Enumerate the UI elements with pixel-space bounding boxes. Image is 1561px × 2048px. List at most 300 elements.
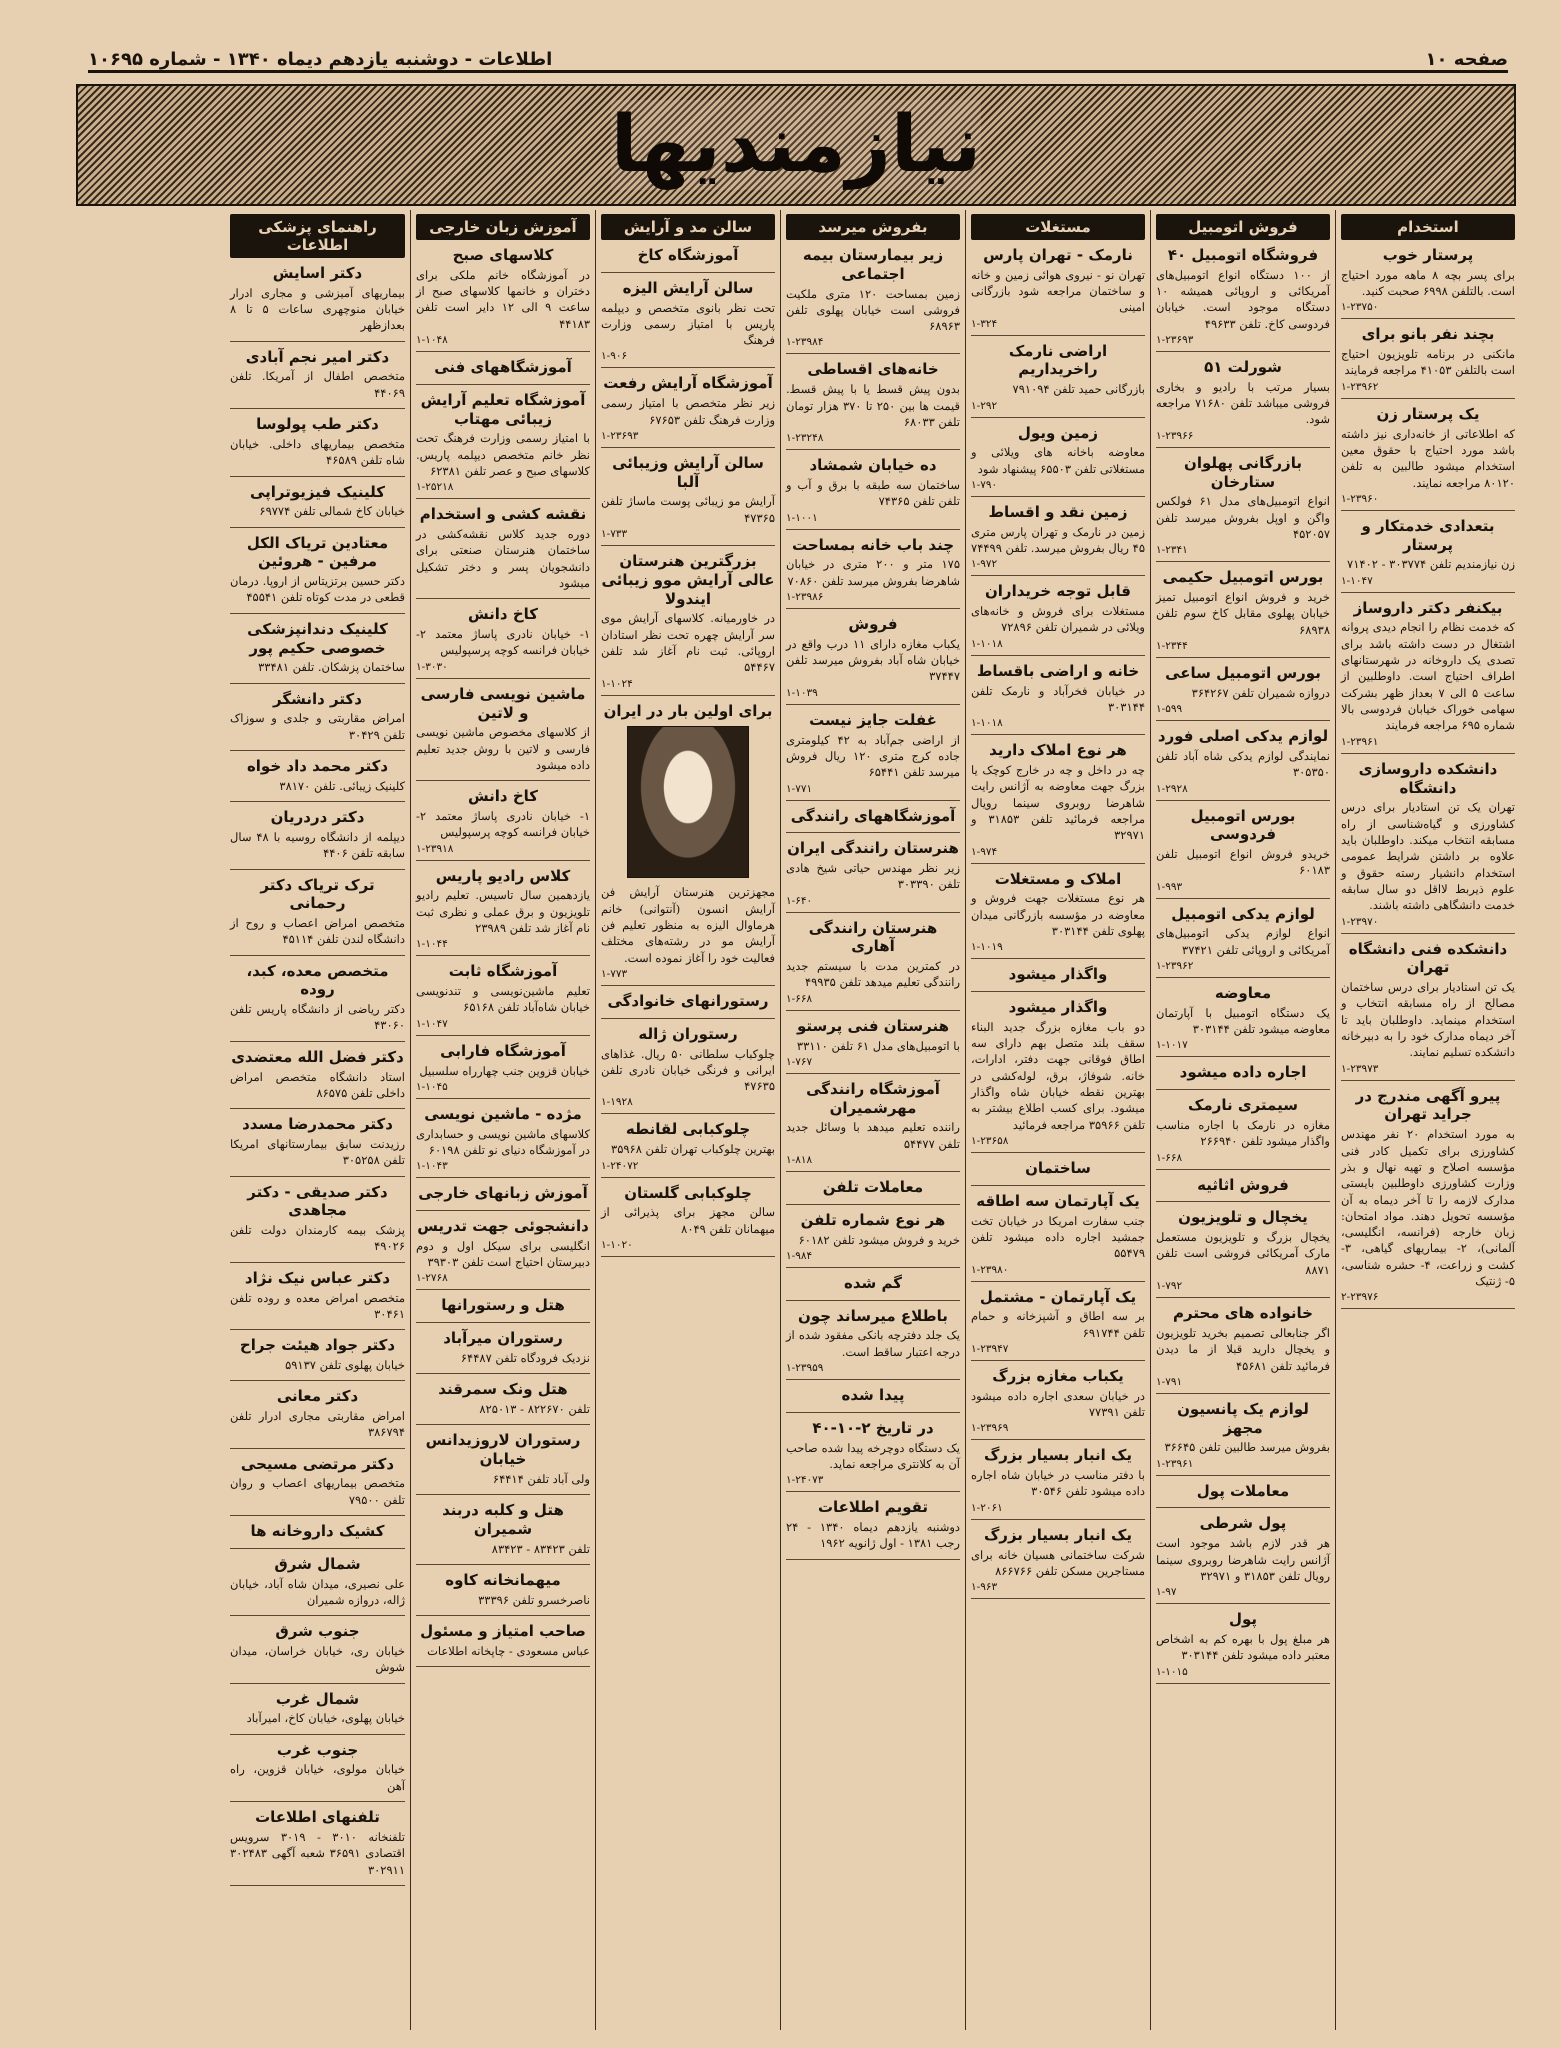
- ad-body: دو باب مغازه بزرگ جدید البناء سقف بلند متصل بهم دارای سه اطاق فوقانی جهت دفتر، ادارات، خانه. شوفاژ، برق، لوله‌کشی در بهترین نقطه خیابان شاه واگذار میشود. برای کسب اطلاع بیشتر به تلفن ۳۵۹۶۶ مراجعه فرمائید: [971, 1019, 1145, 1132]
- ad-body: تهران یک تن استادیار برای درس کشاورزی و گیاه‌شناسی از راه مسابقه انتخاب میکند. داوطلبان باید علاوه بر داشتن شرایط عمومی استخدام دانشیار رسته حقوق و علوم ذیربط لااقل دو سال سابقه خدمت دانشگاهی داشته باشند.: [1341, 800, 1515, 913]
- ad-ref-number: ۱-۲۷۶۸: [416, 1272, 448, 1285]
- ad-title: شورلت ۵۱: [1204, 358, 1282, 377]
- ad-ref-number: ۱-۱۰۱۷: [1156, 1039, 1188, 1052]
- classified-ad: [786, 1386, 960, 1413]
- ad-body: خیابان کاخ شمالی تلفن ۶۹۷۷۴: [259, 504, 405, 519]
- masthead-banner: [76, 84, 1516, 206]
- ad-ref-number: ۱-۱۰۱۹: [971, 941, 1003, 954]
- ad-title: ساختمان: [1025, 1159, 1091, 1178]
- ad-ref-number: ۱-۵۹۹: [1156, 703, 1183, 716]
- ad-ref-number: ۱-۸۱۸: [786, 1154, 813, 1167]
- classified-ad: [786, 360, 960, 450]
- classified-ad: [971, 424, 1145, 497]
- ad-body: از کلاسهای مخصوص ماشین نویسی فارسی و لاتین با روش جدید تعلیم داده میشود: [416, 725, 590, 772]
- ad-ref-number: ۱-۷۶۷: [786, 1055, 813, 1068]
- ad-title: هنرستان فنی پرستو: [797, 1016, 949, 1035]
- ad-title: متخصص معده، کبد، روده: [246, 961, 389, 999]
- ad-body: با امتیاز رسمی وزارت فرهنگ تحت نظر خانم متخصص دیپلمه پاریس. کلاسهای صبح و عصر تلفن ۶۲۳۸۱: [416, 431, 590, 478]
- ad-ref-number: ۱-۱۰۴۷: [416, 1017, 448, 1030]
- ad-body: زیر نظر متخصص با امتیاز رسمی وزارت فرهنگ تلفن ۶۷۶۵۳: [601, 396, 775, 427]
- classified-ad: [416, 787, 590, 860]
- ad-body: متخصص بیماریهای داخلی. خیابان شاه تلفن ۴۶۵۸۹: [230, 436, 405, 468]
- ad-body: با دفتر مناسب در خیابان شاه اجاره داده میشود تلفن ۳۰۵۴۶: [971, 1468, 1145, 1499]
- ad-title: پول شرطی: [1199, 1514, 1287, 1533]
- ad-body: از ۱۰۰ دستگاه انواع اتومبیل‌های آمریکائی و اروپائی همیشه ۱۰ دستگاه موجود است. خیابان فردوسی کاخ. تلفن ۴۹۶۳۳: [1156, 267, 1330, 331]
- ad-title: یک آپارتمان - مشتمل: [979, 1287, 1137, 1306]
- ad-title: پرستار خوب: [1382, 246, 1474, 264]
- issue-line: اطلاعات - دوشنبه یازدهم دیماه ۱۳۴۰ - شماره ۱۰۶۹۵: [88, 49, 553, 70]
- classified-ad: [601, 552, 775, 696]
- classified-ad: [601, 246, 775, 273]
- ad-ref-number: ۱-۲۳۹۱۸: [416, 842, 454, 855]
- column-6: [410, 210, 595, 2030]
- ad-title: یک پرستار زن: [1376, 404, 1480, 423]
- classified-ad: [230, 620, 405, 684]
- ad-body: متخصص اطفال از آمریکا. تلفن ۴۴۰۶۹: [230, 369, 405, 400]
- classified-ad: [786, 1211, 960, 1268]
- ad-ref-number: ۱-۲۳۴۴: [1156, 640, 1188, 653]
- ad-title: آموزش زبانهای خارجی: [418, 1184, 588, 1203]
- ad-body: در خیابان فخرآباد و نارمک تلفن ۳۰۳۱۴۴: [971, 683, 1145, 714]
- ad-ref-number: ۱-۹۷: [1156, 1586, 1177, 1599]
- classified-ad: [971, 246, 1145, 336]
- ad-body: خرید و فروش انواع اتومبیل تمیز خیابان پهلوی مقابل کاخ سوم تلفن ۶۸۹۳۸: [1156, 590, 1330, 637]
- ad-title: فروش اثاثیه: [1197, 1175, 1289, 1194]
- section-header: آموزش زبان خارجی: [416, 214, 590, 240]
- ad-body: عباس مسعودی - چاپخانه اطلاعات: [427, 1643, 590, 1658]
- ad-title: شمال غرب: [275, 1689, 360, 1708]
- classified-ad: [786, 807, 960, 834]
- classified-ad: [416, 1571, 590, 1616]
- ad-title: کاخ دانش: [467, 787, 539, 806]
- ad-title: لوازم یدکی اصلی فورد: [1157, 727, 1329, 746]
- ad-ref-number: ۱-۲۳۹۷۳: [1341, 1062, 1379, 1075]
- ad-title: دانشکده فنی دانشگاه تهران: [1348, 939, 1508, 977]
- classified-ad: [1341, 246, 1515, 319]
- classified-ad: [971, 1288, 1145, 1361]
- section-header: فروش اتومبیل: [1156, 214, 1330, 240]
- ad-body: راننده تعلیم میدهد با وسائل جدید تلفن ۵۴۴۷۷: [786, 1120, 960, 1151]
- ad-body: زیر نظر مهندس حیاتی شیخ هادی تلفن ۳۰۳۳۹۰: [786, 861, 960, 892]
- ad-title: یخچال و تلویزیون: [1178, 1208, 1308, 1227]
- ad-body: تهران نو - نیروی هوائی زمین و خانه و ساختمان مراجعه شود بازرگانی امینی: [971, 267, 1145, 315]
- classified-ad: [230, 1522, 405, 1549]
- ad-title: سالن آرایش الیزه: [622, 278, 754, 297]
- classified-ad: [416, 358, 590, 385]
- classified-ad: [786, 1080, 960, 1172]
- classified-ad: [1156, 454, 1330, 562]
- ad-body: که خدمت نظام را انجام دیدی پروانه اشتغال در دست داشته باشد برای تصدی یک داروخانه در شهرستانهای اطراف احتیاج است. داوطلبین از ساعت ۵ الی ۷ بعداز ظهر بشرکت سهامی خوراک خیابان فردوسی بالا شماره ۶۹۵ مراجعه فرمایند: [1341, 620, 1515, 733]
- ad-body: با اتومبیل‌های مدل ۶۱ تلفن ۳۳۱۱۰: [796, 1038, 960, 1053]
- classified-ad: [971, 998, 1145, 1153]
- ad-title: بازرگانی پهلوان ستارخان: [1184, 453, 1302, 491]
- ad-title: آموزشگاه تعلیم آرایش زیبائی مهتاب: [420, 390, 586, 428]
- ad-body: ۱- خیابان نادری پاساژ معتمد ۲- خیابان فرانسه کوچه پرسپولیس: [416, 627, 590, 658]
- classified-ad: [786, 615, 960, 705]
- ad-body: استاد دانشگاه متخصص امراض داخلی تلفن ۸۶۵۷۵: [230, 1069, 405, 1100]
- ad-title: خانواده های محترم: [1173, 1304, 1313, 1323]
- classified-ad: [230, 1455, 405, 1516]
- ad-ref-number: ۱-۳۰۳۰: [416, 660, 448, 673]
- ad-ref-number: ۱-۲۹۲: [971, 399, 998, 412]
- classified-ad: [1156, 1482, 1330, 1509]
- classified-ad: [416, 1380, 590, 1425]
- page-number: صفحه ۱۰: [1425, 49, 1508, 70]
- ad-body: دکتر حسین برتزیتاس از اروپا. درمان قطعی در مدت کوتاه تلفن ۴۵۵۴۱: [230, 574, 405, 605]
- classified-ad: [971, 503, 1145, 576]
- ad-title: کشیک داروخانه ها: [250, 1522, 385, 1541]
- ad-ref-number: ۱-۲۰۶۱: [971, 1501, 1003, 1514]
- classified-ad: [786, 1274, 960, 1301]
- ad-title: بزرگترین هنرستان عالی آرایش موو زیبائی ایندولا: [601, 552, 775, 608]
- ad-title: برای اولین بار در ایران: [603, 701, 773, 720]
- ad-body: مانکنی در برنامه تلویزیون احتیاج است بالتلفن ۴۱۰۵۳ مراجعه فرمایند: [1341, 347, 1515, 378]
- ad-title: سالن آرایش وزیبائی آلبا: [612, 453, 764, 491]
- ad-title: بورس اتومبیل حکیمی: [1162, 568, 1324, 587]
- classified-ad: [416, 246, 590, 352]
- ad-title: هنرستان رانندگی آهاری: [808, 918, 938, 956]
- ad-body: خیابان مولوی، خیابان قزوین، راه آهن: [230, 1762, 405, 1793]
- classified-ad: [416, 605, 590, 678]
- ad-body: ساختمان سه طبقه با برق و آب و تلفن تلفن ۷۴۳۶۵: [786, 477, 960, 509]
- classified-ad: [230, 264, 405, 342]
- ad-body: دروازه شمیران تلفن ۳۶۴۲۶۷: [1191, 685, 1330, 700]
- classified-ad: [416, 1296, 590, 1323]
- classified-columns: [40, 210, 1520, 2030]
- ad-title: آموزشگاه رانندگی مهرشمیران: [806, 1079, 940, 1117]
- classified-ad: [230, 415, 405, 476]
- ad-body: دکتر ریاضی از دانشگاه پاریس تلفن ۴۳۰۶۰: [230, 1002, 405, 1033]
- classified-ad: [230, 1115, 405, 1176]
- ad-body: تعلیم ماشین‌نویسی و تندنویسی خیابان شاه‌آباد تلفن ۶۵۱۶۸: [416, 984, 590, 1015]
- classified-ad: [786, 839, 960, 912]
- ad-body: کلینیک زیبائی. تلفن ۳۸۱۷۰: [279, 778, 405, 793]
- ad-ref-number: ۱-۲۳۶۵۸: [971, 1135, 1009, 1148]
- ad-title: چند باب خانه بمساحت: [791, 535, 955, 554]
- classified-ad: [971, 662, 1145, 735]
- classified-ad: [1341, 940, 1515, 1081]
- classified-ad: [786, 711, 960, 801]
- ad-body: یک دستگاه دوچرخه پیدا شده صاحب آن به کلانتری مراجعه نماید.: [786, 1440, 960, 1471]
- ad-title: دکتر عباس نیک نژاد: [244, 1268, 391, 1287]
- ad-body: دیپلمه از دانشگاه روسیه با ۴۸ سال سابقه تلفن ۴۴۰۶: [230, 829, 405, 861]
- ad-body: یک دستگاه اتومبیل با آپارتمان معاوضه میشود تلفن ۳۰۳۱۴۴: [1156, 1005, 1330, 1037]
- ad-title: بورس اتومبیل فردوسی: [1190, 806, 1296, 844]
- classified-ad: [416, 867, 590, 957]
- classified-ad: [1341, 1087, 1515, 1310]
- ad-ref-number: ۱-۹۸۴: [786, 1249, 813, 1262]
- section-header: استخدام: [1341, 214, 1515, 240]
- classified-ad: [416, 1217, 590, 1290]
- ad-title: صاحب امتیاز و مسئول: [420, 1622, 586, 1641]
- ad-ref-number: ۱-۹۶۳: [971, 1581, 998, 1594]
- ad-title: دکتر معانی: [276, 1387, 359, 1406]
- ad-body: نزدیک فرودگاه تلفن ۶۴۴۸۷: [460, 1350, 590, 1365]
- ad-ref-number: ۱-۶۴۰: [786, 894, 813, 907]
- ad-title: ماشین نویسی فارسی و لاتین: [420, 684, 586, 722]
- ad-body: هر قدر لازم باشد موجود است آژانس رایت شاهرضا روبروی سینما رویال تلفن ۳۱۸۵۳ و ۳۲۹۷۱: [1156, 1536, 1330, 1583]
- ad-body: آرایش مو زیبائی پوست ماساژ تلفن ۴۷۳۶۵: [601, 494, 775, 525]
- ad-title: رستوران لاروزیدانس خیابان: [425, 1431, 581, 1469]
- ad-body: دوره جدید کلاس نقشه‌کشی در ساختمان هنرستان صنعتی برای دانشجویان پسر و دختر تشکیل میشود: [416, 527, 590, 591]
- ad-ref-number: ۱-۱۰۰۱: [786, 511, 818, 524]
- ad-title: خانه‌های اقساطی: [807, 360, 939, 379]
- ad-title: زمین ویول: [1017, 423, 1099, 442]
- ad-ref-number: ۱-۷۳۳: [601, 528, 628, 541]
- classified-ad: [786, 1178, 960, 1205]
- classified-ad: [1341, 599, 1515, 754]
- ad-title: دکتر طب پولوسا: [256, 415, 379, 434]
- ad-title: آموزشگاههای فنی: [434, 358, 572, 377]
- ad-title: سیمتری نارمک: [1188, 1096, 1298, 1115]
- ad-body: مستغلات برای فروش و خانه‌های ویلائی در شمیران تلفن ۷۲۸۹۶: [971, 604, 1145, 635]
- ad-body: در کمترین مدت با سیستم جدید رانندگی تعلیم میدهد تلفن ۴۹۹۳۵: [786, 959, 960, 990]
- classified-ad: [1156, 246, 1330, 352]
- ad-body: یخچال بزرگ و تلویزیون مستعمل مارک آمریکائی فروشی است تلفن ۸۸۷۱: [1156, 1230, 1330, 1277]
- classified-ad: [971, 342, 1145, 418]
- ad-body: متخصص امراض اعصاب و روح از دانشگاه لندن تلفن ۴۵۱۱۴: [230, 916, 405, 947]
- classified-ad: [971, 965, 1145, 992]
- classified-ad: [601, 279, 775, 369]
- ad-ref-number: ۱-۱۰۴۴: [416, 938, 448, 951]
- ad-title: هر نوع املاک دارید: [989, 741, 1127, 760]
- ad-ref-number: ۱-۲۳۹۶۱: [1156, 1457, 1194, 1470]
- ad-ref-number: ۱-۲۳۹۸۴: [786, 336, 824, 349]
- ad-title: چلوکبابی گلستان: [624, 1183, 752, 1202]
- ad-ref-number: ۱-۱۰۲۴: [601, 677, 633, 690]
- ad-title: لوازم یدکی اتومبیل: [1171, 904, 1315, 923]
- classified-ad: [1156, 664, 1330, 721]
- ad-ref-number: ۱-۱۰۳۹: [786, 686, 818, 699]
- ad-title: تقویم اطلاعات: [817, 1498, 929, 1517]
- ad-body: هر نوع مستغلات جهت فروش و معاوضه در مؤسسه بازرگانی میدان پهلوی تلفن ۳۰۳۱۴۴: [971, 891, 1145, 938]
- ad-ref-number: ۱-۲۳۹۷۰: [1341, 915, 1379, 928]
- ad-title: کلینیک فیزیوتراپی: [249, 482, 386, 501]
- ad-title: معاملات تلفن: [822, 1178, 924, 1197]
- classified-ad: [230, 690, 405, 751]
- ad-body: یازدهمین سال تاسیس. تعلیم رادیو تلویزیون و برق عملی و نظری ثبت نام آغاز شد تلفن ۲۳۹۸۹: [416, 888, 590, 936]
- ad-body: خیابان پهلوی، خیابان کاخ، امیرآباد: [246, 1711, 405, 1726]
- classified-ad: [1156, 727, 1330, 800]
- classified-ad: [230, 1183, 405, 1263]
- ad-title: تلفنهای اطلاعات: [255, 1808, 380, 1827]
- ad-body: مجهزترین هنرستان آرایش فن آرایش انسون (آنتوانی) خانم هرماوال الیزه به منظور تعلیم فن آرایش مو در رشته‌های مختلف فعالیت خود را آغاز نموده است.: [601, 885, 775, 965]
- ad-ref-number: ۲-۲۳۹۷۶: [1341, 1291, 1379, 1304]
- ad-title: یک آپارتمان سه اطاقه: [976, 1191, 1140, 1210]
- classified-ad: [1156, 1208, 1330, 1298]
- ad-body: که اطلاعاتی از خانه‌داری نیز داشته باشد مورد احتیاج با حقوق معین استخدام میشود طالبین به تلفن ۸۰۱۲۰ مراجعه نمایند.: [1341, 426, 1515, 490]
- ad-ref-number: ۱-۲۳۹۶۲: [1156, 960, 1194, 973]
- ad-body: زن نیازمندیم تلفن ۳۰۳۷۷۴ - ۷۱۴۰۲: [1347, 557, 1515, 572]
- column-7: [225, 210, 410, 2030]
- ad-title: دکتر اسایش: [272, 264, 363, 282]
- ad-ref-number: ۱-۷۷۱: [786, 782, 813, 795]
- classified-ad: [230, 1048, 405, 1109]
- ad-ref-number: ۱-۲۴۰۷۳: [786, 1474, 824, 1487]
- ad-body: سالن مجهز برای پذیرائی از میهمانان تلفن ۸۰۴۹: [601, 1205, 775, 1236]
- ad-body: ۱۷۵ متر و ۲۰۰ متری در خیابان شاهرضا بفروش میرسد تلفن ۷۰۸۶۰: [786, 557, 960, 588]
- ad-body: به مورد استخدام ۲۰ نفر مهندس کشاورزی برای تکمیل کادر فنی مؤسسه اصلاح و تهیه نهال و بذر وزارت کشاورزی داوطلبین بایستی مدارک لازمه را تا آخر دیماه به آن مؤسسه تحویل دهند. مواد امتحان: زبان خارجه (فرانسه، انگلیسی، آلمانی)، ۲- بیماریهای گیاهی، ۳- کشت و زراعت، ۴- حشره شناسی، ۵- ژنتیک: [1341, 1127, 1516, 1289]
- column-4: [780, 210, 965, 2030]
- ad-title: جنوب غرب: [276, 1740, 359, 1759]
- ad-body: خیابان پهلوی تلفن ۵۹۱۳۷: [285, 1357, 405, 1372]
- ad-body: ساختمان پزشکان. تلفن ۳۳۴۸۱: [258, 660, 405, 675]
- classified-ad: [230, 1336, 405, 1381]
- section-header: مستغلات: [971, 214, 1145, 240]
- classified-ad: [416, 1105, 590, 1178]
- ad-title: پیدا شده: [841, 1386, 905, 1405]
- classified-ad: [971, 1446, 1145, 1519]
- ad-title: مژده - ماشین نویسی: [424, 1104, 582, 1123]
- ad-ref-number: ۱-۱۰۱۸: [971, 637, 1003, 650]
- ad-body: بسیار مرتب با رادیو و بخاری فروشی میباشد تلفن ۷۱۶۸۰ مراجعه شود.: [1156, 379, 1330, 427]
- ad-title: یکباب مغازه بزرگ: [992, 1367, 1124, 1385]
- classified-ad: [230, 876, 405, 956]
- ad-body: یکباب مغازه دارای ۱۱ درب واقع در خیابان شاه آباد بفروش میرسد تلفن ۳۷۴۴۷: [786, 636, 960, 684]
- ad-body: بر سه اطاق و آشپزخانه و حمام تلفن ۶۹۱۷۴۴: [971, 1309, 1145, 1340]
- classified-ad: [230, 1387, 405, 1448]
- classified-ad: [1341, 325, 1515, 398]
- ad-body: بازرگانی حمید تلفن ۷۹۱۰۹۴: [1012, 382, 1145, 397]
- classified-ad: [786, 1498, 960, 1559]
- ad-title: آموزشگاه آرایش رفعت: [603, 374, 773, 393]
- classified-ad: [230, 483, 405, 528]
- ad-body: رزیدنت سابق بیمارستانهای امریکا تلفن ۳۰۵۲۵۸: [230, 1136, 405, 1168]
- classified-ad: [786, 536, 960, 609]
- ad-title: معاملات پول: [1196, 1481, 1290, 1500]
- ad-ref-number: ۱-۲۳۹۴۷: [971, 1343, 1009, 1355]
- ad-body: بفروش میرسد طالبین تلفن ۳۶۶۴۵: [1164, 1440, 1330, 1455]
- ad-title: دانشکده داروسازی دانشگاه: [1358, 759, 1498, 797]
- classified-ad: [230, 1622, 405, 1683]
- ad-body: متخصص بیماریهای اعصاب و روان تلفن ۷۹۵۰۰: [230, 1476, 405, 1507]
- ad-ref-number: ۱-۲۳۲۴۸: [786, 432, 824, 445]
- classified-ad: [786, 246, 960, 354]
- ad-body: تحت نظر بانوی متخصص و دیپلمه پاریس با امتیاز رسمی وزارت فرهنگ: [601, 300, 775, 348]
- ad-title: بیکنفر دکتر داروساز: [1353, 598, 1503, 617]
- classified-ad: [416, 1501, 590, 1565]
- ad-title: رستورانهای خانوادگی: [607, 992, 769, 1010]
- classified-ad: [1341, 760, 1515, 934]
- classified-ad: [416, 1329, 590, 1374]
- ad-body: تلفنخانه ۳۰۱۰ - ۳۰۱۹ سرویس اقتصادی ۳۶۵۹۱ شعبه آگهی ۳۰۲۴۸۳ ۳۰۲۹۱۱: [230, 1829, 406, 1877]
- ad-body: امراض مقاربتی مجاری ادرار تلفن ۳۸۶۷۹۴: [230, 1409, 405, 1440]
- ad-title: خانه و اراضی باقساط: [976, 661, 1140, 680]
- classified-ad: [601, 992, 775, 1019]
- classified-ad: [1156, 1063, 1330, 1090]
- classified-ad: [230, 1741, 405, 1802]
- ad-ref-number: ۱-۹۹۳: [1156, 880, 1183, 893]
- ad-title: پول: [1228, 1610, 1258, 1629]
- ad-title: یک انبار بسیار بزرگ: [983, 1525, 1133, 1544]
- ad-body: در خاورمیانه. کلاسهای آرایش موی سر آرایش چهره تحت نظر استادان اروپائی. ثبت نام آغاز شد تلفن ۵۴۴۶۷: [601, 611, 775, 675]
- ad-title: هتل و کلبه دربند شمیران: [442, 1501, 564, 1538]
- ad-title: دکتر جواد هیئت جراح: [239, 1336, 396, 1355]
- ad-title: زیر بیمارستان بیمه اجتماعی: [802, 246, 944, 283]
- ad-ref-number: ۱-۱۹۲۸: [601, 1096, 633, 1109]
- ad-title: نارمک - تهران پارس: [983, 246, 1133, 264]
- ad-title: کلاس رادیو پاریس: [435, 866, 571, 885]
- ad-title: لوازم یک پانسیون مجهز: [1177, 1399, 1309, 1437]
- ad-ref-number: ۱-۷۹۱: [1156, 1375, 1183, 1388]
- classified-ad: [230, 534, 405, 614]
- ad-title: واگذار میشود: [1008, 965, 1108, 984]
- ad-title: بتعدادی خدمتکار و پرستار: [1361, 516, 1495, 554]
- ad-ref-number: ۱-۲۳۹۸۶: [786, 591, 824, 604]
- ad-ref-number: ۱-۱۰۱۵: [1156, 1665, 1188, 1678]
- classified-ad: [230, 962, 405, 1042]
- ad-body: بیماریهای آمیزشی و مجاری ادرار خیابان منوچهری ساعات ۵ تا ۸ بعدازظهر: [230, 285, 406, 333]
- ad-ref-number: ۱-۱۰۲۰: [601, 1238, 633, 1251]
- ad-title: ترک تریاک دکتر رحمانی: [260, 875, 375, 913]
- ad-title: دکتر امیر نجم آبادی: [245, 347, 390, 366]
- ad-title: هر نوع شماره تلفن: [800, 1210, 946, 1229]
- ad-title: کلاسهای صبح: [452, 246, 554, 264]
- classified-ad: [1156, 905, 1330, 978]
- ad-ref-number: ۱-۲۳۹۶۲: [1341, 380, 1379, 393]
- classified-ad: [230, 1690, 405, 1735]
- classified-ad: [601, 1120, 775, 1177]
- classified-ad: [786, 1307, 960, 1380]
- ad-title: دکتر صدیقی - دکتر مجاهدی: [247, 1182, 388, 1220]
- ad-title: گم شده: [844, 1273, 902, 1292]
- ad-title: دکتر دانشگر: [273, 689, 362, 708]
- classified-ad: [1156, 1304, 1330, 1394]
- ad-ref-number: ۱-۲۳۹۶۰: [1341, 492, 1379, 505]
- ad-body: متخصص امراض معده و روده تلفن ۳۰۴۶۱: [230, 1290, 405, 1321]
- ad-body: زمین بمساحت ۱۲۰ متری ملکیت فروشی است خیابان پهلوی تلفن ۶۸۹۶۳: [786, 286, 961, 334]
- ad-title: یک انبار بسیار بزرگ: [983, 1446, 1133, 1465]
- classified-ad: [786, 1419, 960, 1492]
- ad-title: دکتر فضل الله معتضدی: [231, 1047, 404, 1066]
- classified-ad: [601, 374, 775, 447]
- ad-title: فروشگاه اتومبیل ۴۰: [1167, 246, 1319, 264]
- ad-body: شرکت ساختمانی هسیان خانه برای مستاجرین مسکن تلفن ۸۶۶۷۶۶: [971, 1547, 1145, 1578]
- classified-ad: [416, 505, 590, 599]
- ad-title: باطلاع میرساند چون: [798, 1306, 948, 1325]
- ad-body: معاوضه باخانه های ویلائی و مستغلاتی تلفن ۶۵۵۰۳ پیشنهاد شود: [971, 445, 1145, 476]
- page-header-line: [88, 36, 1508, 73]
- ad-title: آموزشگاه فارابی: [440, 1041, 566, 1060]
- classified-ad: [1341, 405, 1515, 511]
- ad-ref-number: ۱-۷۹۲: [1156, 1280, 1183, 1293]
- ad-title: میهمانخانه کاوه: [445, 1571, 561, 1589]
- classified-ad: [1156, 1096, 1330, 1169]
- ad-title: رستوران ژاله: [638, 1024, 738, 1043]
- ad-ref-number: ۱-۲۳۷۵۰: [1341, 301, 1379, 314]
- ad-title: املاک و مستغلات: [994, 869, 1122, 888]
- section-header: راهنمای پزشکی اطلاعات: [230, 214, 405, 258]
- ad-title: معتادین تریاک الکل مرفین - هروئین: [246, 533, 389, 571]
- classified-ad: [1156, 1176, 1330, 1203]
- column-3: [965, 210, 1150, 2030]
- ad-body: چلوکباب سلطانی ۵۰ ریال. غذاهای ایرانی و فرنگی خیابان نادری تلفن ۴۷۶۳۵: [601, 1046, 775, 1094]
- ad-ref-number: ۱-۳۲۴: [971, 317, 998, 330]
- ad-body: زمین در نارمک و تهران پارس متری ۴۵ ریال بفروش میرسد. تلفن ۷۴۴۹۹: [971, 524, 1145, 556]
- masthead-title: نیازمندیها: [610, 100, 982, 190]
- ad-title: اراضی نارمک راخریداریم: [1008, 341, 1108, 379]
- ad-ref-number: ۱-۹۷۴: [971, 845, 998, 858]
- ad-title: دکتر دردریان: [270, 808, 365, 827]
- classified-ad: [971, 870, 1145, 960]
- ad-title: هتل و رستورانها: [441, 1296, 565, 1315]
- ad-body: ۱- خیابان نادری پاساژ معتمد ۲- خیابان فرانسه کوچه پرسپولیس: [416, 809, 590, 840]
- classified-ad: [230, 1555, 405, 1616]
- classified-ad: [601, 454, 775, 546]
- ad-title: واگذار میشود: [1008, 998, 1108, 1017]
- ad-body: هر مبلغ پول با بهره کم به اشخاص معتبر داده میشود تلفن ۳۰۳۱۴۴: [1156, 1631, 1330, 1663]
- classified-ad: [416, 1431, 590, 1495]
